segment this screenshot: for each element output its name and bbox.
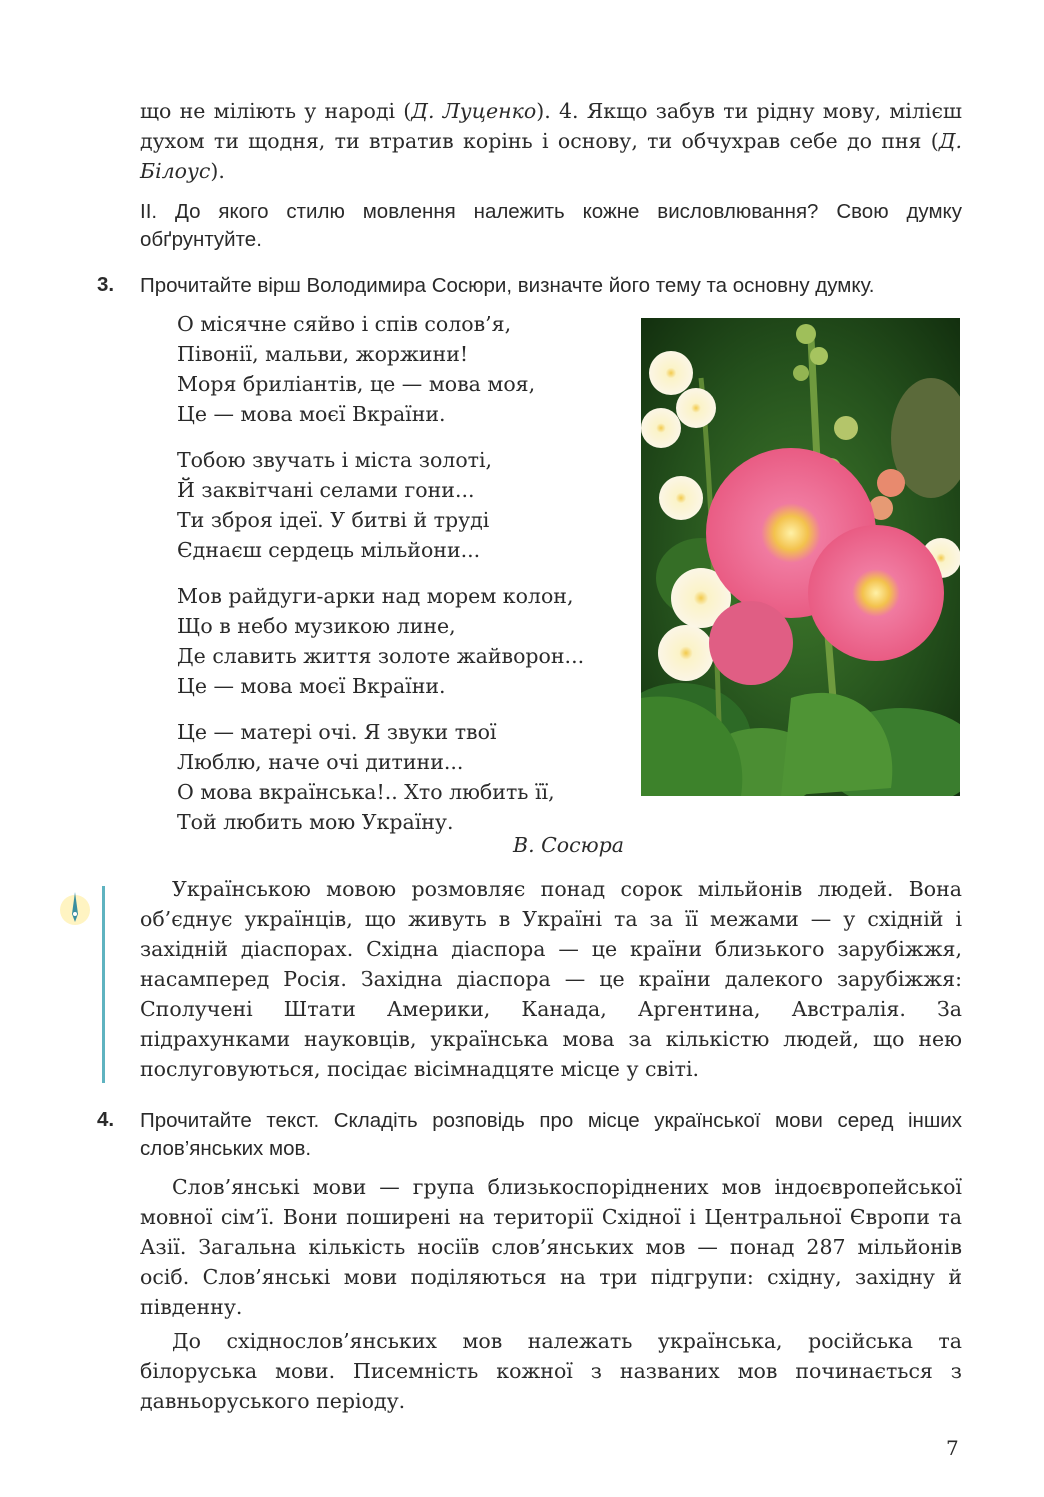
poem-stanza-2 [177,445,584,565]
body-text [140,1172,962,1416]
task-3-instruction: Прочитайте вірш Володимира Сосюри, визначте його тему та основну думку. [140,274,875,297]
citation-lutsenko: Д. Луценко [411,99,537,123]
poem-line: Де славить життя золоте жайворон... [177,644,585,668]
poem-line: Це — мова моєї Вкраїни. [177,674,446,698]
pen-nib-icon [55,888,95,928]
poem-line: Півонії, мальви, жоржини! [177,342,469,366]
poem-line: О місячне сяйво і спів солов’я, [177,312,512,336]
poem-line: Це — мова моєї Вкраїни. [177,402,446,426]
hollyhock-photo [641,318,960,796]
poem-line: Мов райдуги-арки над морем колон, [177,584,574,608]
body-paragraph-1: Слов’янські мови — група близькоспоріднених мов індоєвропейської мовної сім’ї. Вони поширені на території Східної і Центральної Європи та Азії. Загальна кількість носіїв слов’янських мов — понад 287 мільйонів осіб. Слов’янські мови поділяються на три підгрупи: східну, західну й південну. [140,1175,962,1319]
poem-line: Тобою звучать і міста золоті, [177,448,493,472]
poem-line: О мова вкраїнська!.. Хто любить її, [177,780,555,804]
poem-author: В. Сосюра [513,833,624,857]
body-paragraph-2: До східнослов’янських мов належать українська, російська та білоруська мови. Писемність кожної з названих мов починається з давньоруського періоду. [140,1329,962,1413]
poem-stanza-1 [177,309,584,429]
top-paragraph: що не міліють у народі (Д. Луценко). 4. Якщо забув ти рідну мову, мілієш духом ти щодня, ти втратив корінь і основу, ти обчухрав себе до пня (Д. Білоус). [140,99,962,183]
poem-line: Що в небо музикою лине, [177,614,456,638]
page-number: 7 [946,1436,959,1460]
info-box-text: Українською мовою розмовляє понад сорок мільйонів людей. Вона об’єднує українців, що живуть в Україні та за її межами — у східній і західній діаспорах. Східна діаспора — це країни близького зарубіжжя, насамперед Росія. Західна діаспора — це країни далекого зарубіжжя: Сполучені Штати Америки, Канада, Аргентина, Австралія. За підрахунками науковців, українська мова за кількістю людей, що нею послуговуються, посідає вісімнадцяте місце у світі. [140,877,962,1081]
poem-line: Люблю, наче очі дитини... [177,750,464,774]
poem [177,309,584,853]
poem-line: Єднаєш сердець мільйони... [177,538,481,562]
poem-line: Моря брилiантів, це — мова моя, [177,372,536,396]
task-4-number: 4. [97,1108,115,1131]
task-4-instruction: Прочитайте текст. Складіть розповідь про місце української мови серед інших слов’янських мов. [140,1109,962,1160]
hollyhock-flower-illustration [641,318,960,796]
citation-bilous: Д. Білоус [140,129,962,183]
poem-line: Той любить мою Україну. [177,810,454,834]
poem-stanza-4 [177,717,584,837]
poem-line: Ти зброя ідеї. У битві й труді [177,508,490,532]
poem-stanza-3 [177,581,584,701]
poem-line: Й заквітчані селами гони... [177,478,475,502]
poem-line: Це — матері очі. Я звуки твої [177,720,497,744]
info-box-accent-bar [102,886,105,1083]
task-3-number: 3. [97,273,115,296]
question-two: ІІ. До якого стилю мовлення належить кожне висловлювання? Свою думку обґрунтуйте. [140,200,962,251]
